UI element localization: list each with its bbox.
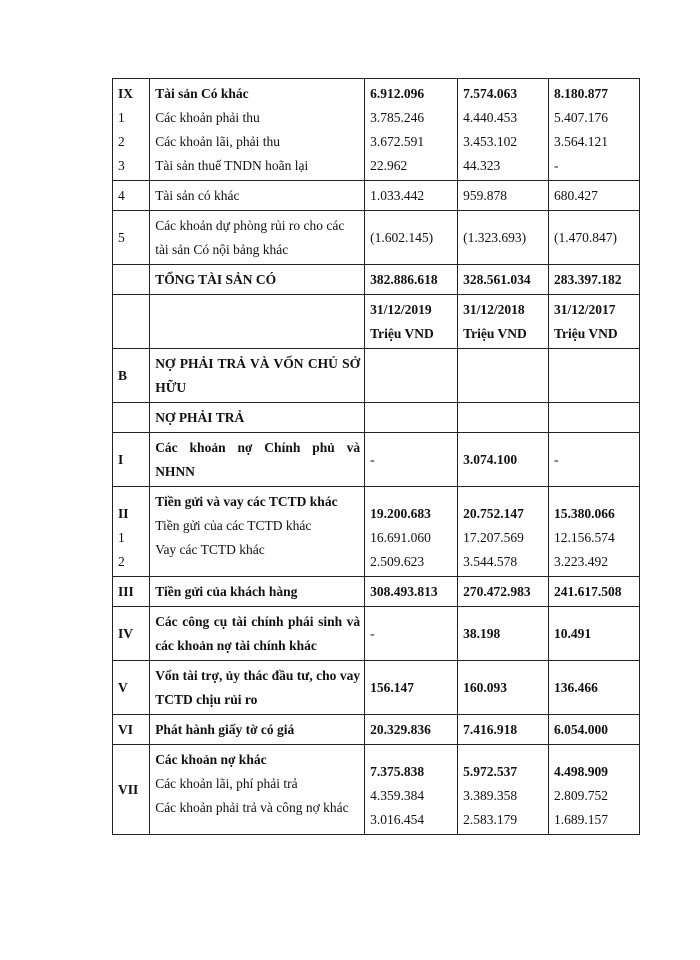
row-code: 2 — [118, 134, 125, 149]
table-row — [113, 265, 640, 295]
value-2018: 3.074.100 — [463, 452, 518, 467]
value-2019: - — [370, 626, 375, 641]
value-2018: 4.440.453 — [463, 110, 518, 125]
row-code: 3 — [118, 158, 125, 173]
row-code: I — [118, 452, 124, 467]
row-label: Các khoản phải trả và công nợ khác — [155, 800, 349, 815]
column-header-unit: Triệu VND — [554, 326, 618, 341]
value-2019: 3.785.246 — [370, 110, 425, 125]
value-2018: 5.972.537 — [463, 764, 518, 779]
value-2017: - — [554, 158, 559, 173]
value-2018: 3.389.358 — [463, 788, 518, 803]
value-2017: 15.380.066 — [554, 506, 615, 521]
row-code: II — [118, 506, 129, 521]
value-2018: 20.752.147 — [463, 506, 524, 521]
row-code: 4 — [118, 188, 125, 203]
column-header-unit: Triệu VND — [463, 326, 527, 341]
value-2019: 3.016.454 — [370, 812, 425, 827]
value-2019: 382.886.618 — [370, 272, 438, 287]
table-row — [113, 403, 640, 433]
value-2017: 6.054.000 — [554, 722, 609, 737]
row-code: IX — [118, 86, 134, 101]
value-2017: 4.498.909 — [554, 764, 609, 779]
value-2019: 308.493.813 — [370, 584, 438, 599]
value-2017: 10.491 — [554, 626, 592, 641]
row-code: B — [118, 368, 128, 383]
value-2019: 6.912.096 — [370, 86, 425, 101]
row-label: TỔNG TÀI SẢN CÓ — [155, 272, 277, 287]
column-header-date: 31/12/2017 — [554, 302, 616, 317]
value-2018: 959.878 — [463, 188, 507, 203]
table-row — [113, 295, 640, 349]
value-2019: 156.147 — [370, 680, 414, 695]
value-2017: 5.407.176 — [554, 110, 609, 125]
row-label: Các khoản dự phòng rủi ro cho các tài sản Có nội bảng khác — [155, 218, 345, 257]
value-2018: 270.472.983 — [463, 584, 531, 599]
value-2018: 328.561.034 — [463, 272, 531, 287]
value-2018: 44.323 — [463, 158, 501, 173]
value-2017: 1.689.157 — [554, 812, 609, 827]
value-2018: 7.416.918 — [463, 722, 518, 737]
value-2018: 3.544.578 — [463, 554, 518, 569]
column-header-unit: Triệu VND — [370, 326, 434, 341]
value-2017: (1.470.847) — [554, 230, 618, 245]
section-heading: NỢ PHẢI TRẢ — [155, 410, 245, 425]
value-2019: 19.200.683 — [370, 506, 431, 521]
value-2017: 3.564.121 — [554, 134, 609, 149]
value-2017: 283.397.182 — [554, 272, 622, 287]
row-code: 1 — [118, 530, 125, 545]
value-2019: 4.359.384 — [370, 788, 425, 803]
row-label: Vay các TCTD khác — [155, 542, 265, 557]
row-code: 2 — [118, 554, 125, 569]
value-2017: 680.427 — [554, 188, 598, 203]
value-2019: 2.509.623 — [370, 554, 425, 569]
row-code: 5 — [118, 230, 125, 245]
table-row — [113, 487, 640, 577]
value-2018: 2.583.179 — [463, 812, 518, 827]
balance-sheet-table — [112, 78, 640, 835]
row-label: Tài sản Có khác — [155, 86, 249, 101]
value-2017: 12.156.574 — [554, 530, 615, 545]
row-code: V — [118, 680, 128, 695]
row-code: IV — [118, 626, 134, 641]
value-2019: (1.602.145) — [370, 230, 434, 245]
row-label: Phát hành giấy tờ có giá — [155, 722, 295, 737]
value-2019: - — [370, 452, 375, 467]
table-row — [113, 577, 640, 607]
row-label: Tài sản thuế TNDN hoãn lại — [155, 158, 309, 173]
column-header-date: 31/12/2019 — [370, 302, 432, 317]
value-2017: 136.466 — [554, 680, 598, 695]
row-label: Các khoản lãi, phải thu — [155, 134, 281, 149]
value-2017: 3.223.492 — [554, 554, 609, 569]
table-row — [113, 211, 640, 265]
row-label: Tiền gửi và vay các TCTD khác — [155, 494, 338, 509]
value-2018: 7.574.063 — [463, 86, 518, 101]
table-row — [113, 433, 640, 487]
row-label: Vốn tài trợ, ủy thác đầu tư, cho vay TCTD chịu rủi ro — [155, 668, 361, 707]
row-label: Các khoản nợ khác — [155, 752, 267, 767]
value-2019: 20.329.836 — [370, 722, 431, 737]
row-code: 1 — [118, 110, 125, 125]
row-code: VII — [118, 782, 139, 797]
table-row — [113, 79, 640, 181]
table-row — [113, 715, 640, 745]
table-row — [113, 349, 640, 403]
row-code: VI — [118, 722, 134, 737]
value-2018: 160.093 — [463, 680, 507, 695]
table-row — [113, 607, 640, 661]
value-2018: 38.198 — [463, 626, 501, 641]
row-label: Các công cụ tài chính phái sinh và các khoản nợ tài chính khác — [155, 614, 361, 653]
row-label: Các khoản phải thu — [155, 110, 260, 125]
value-2017: 2.809.752 — [554, 788, 609, 803]
table-row — [113, 181, 640, 211]
value-2019: 22.962 — [370, 158, 408, 173]
value-2019: 3.672.591 — [370, 134, 425, 149]
value-2019: 1.033.442 — [370, 188, 425, 203]
table-row — [113, 745, 640, 835]
value-2017: 241.617.508 — [554, 584, 622, 599]
column-header-date: 31/12/2018 — [463, 302, 525, 317]
row-label: Các khoản lãi, phí phải trả — [155, 776, 298, 791]
row-label: Tài sản có khác — [155, 188, 240, 203]
section-heading: NỢ PHẢI TRẢ VÀ VỐN CHỦ SỞ HỮU — [155, 356, 361, 395]
row-code: III — [118, 584, 134, 599]
value-2019: 16.691.060 — [370, 530, 431, 545]
value-2017: - — [554, 452, 559, 467]
table-row — [113, 661, 640, 715]
row-label: Tiền gửi của khách hàng — [155, 584, 298, 599]
row-label: Các khoản nợ Chính phủ và NHNN — [155, 440, 361, 479]
value-2018: 3.453.102 — [463, 134, 518, 149]
value-2017: 8.180.877 — [554, 86, 609, 101]
value-2019: 7.375.838 — [370, 764, 425, 779]
row-label: Tiền gửi của các TCTD khác — [155, 518, 312, 533]
value-2018: (1.323.693) — [463, 230, 527, 245]
value-2018: 17.207.569 — [463, 530, 524, 545]
